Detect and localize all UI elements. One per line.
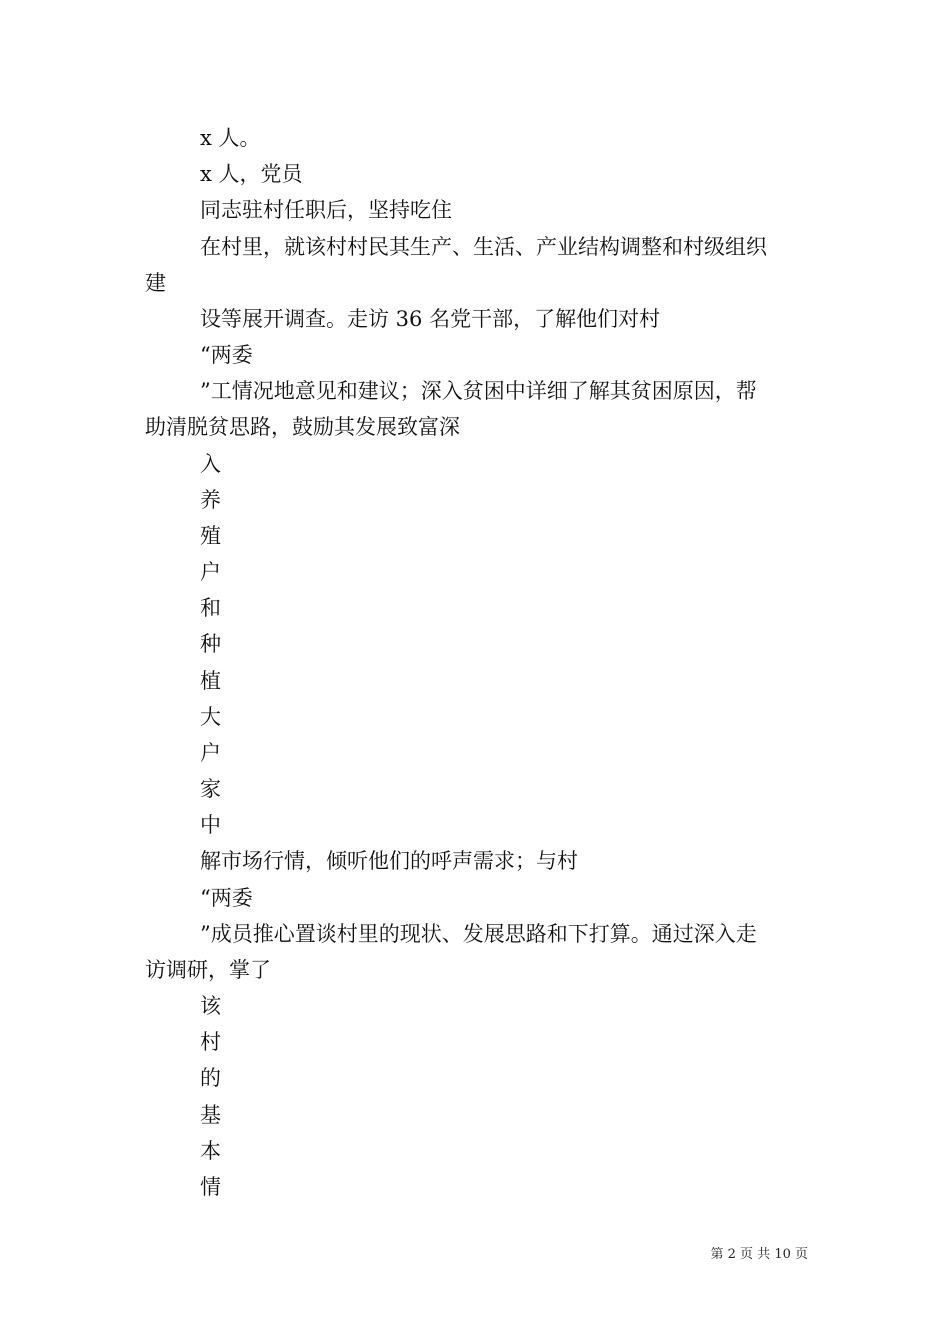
text-line: 设等展开调查。走访 36 名党干部，了解他们对村 [200, 307, 661, 331]
text-line: “两委 [200, 886, 253, 910]
text-line: x 人，党员 [200, 162, 303, 186]
text-line: 中 [200, 813, 221, 837]
text-line: 家 [200, 777, 221, 801]
text-line: 入 [200, 452, 221, 476]
text-line: 建 [145, 271, 166, 295]
text-line: 和 [200, 596, 221, 620]
text-line: ”成员推心置谈村里的现状、发展思路和下打算。通过深入走 [200, 922, 757, 946]
text-line: 同志驻村任职后，坚持吃住 [200, 198, 452, 222]
text-line: 户 [200, 560, 221, 584]
text-line: 助清脱贫思路，鼓励其发展致富深 [145, 415, 460, 439]
text-line: 殖 [200, 524, 221, 548]
text-line: ”工情况地意见和建议；深入贫困中详细了解其贫困原因，帮 [200, 379, 757, 403]
text-line: 在村里，就该村村民其生产、生活、产业结构调整和村级组织 [200, 235, 767, 259]
text-line: 的 [200, 1066, 221, 1090]
text-line: 基 [200, 1103, 221, 1127]
text-line: “两委 [200, 343, 253, 367]
text-line: 种 [200, 632, 221, 656]
text-line: 解市场行情，倾听他们的呼声需求；与村 [200, 849, 578, 873]
text-line: 该 [200, 994, 221, 1018]
text-line: 养 [200, 488, 221, 512]
page-number-footer: 第 2 页 共 10 页 [710, 1247, 808, 1262]
text-line: 大 [200, 705, 221, 729]
text-line: 本 [200, 1139, 221, 1163]
text-line: 情 [200, 1175, 221, 1199]
text-line: 村 [200, 1030, 221, 1054]
text-line: x 人。 [200, 126, 261, 150]
text-line: 植 [200, 669, 221, 693]
text-line: 户 [200, 741, 221, 765]
text-line: 访调研，掌了 [145, 958, 271, 982]
